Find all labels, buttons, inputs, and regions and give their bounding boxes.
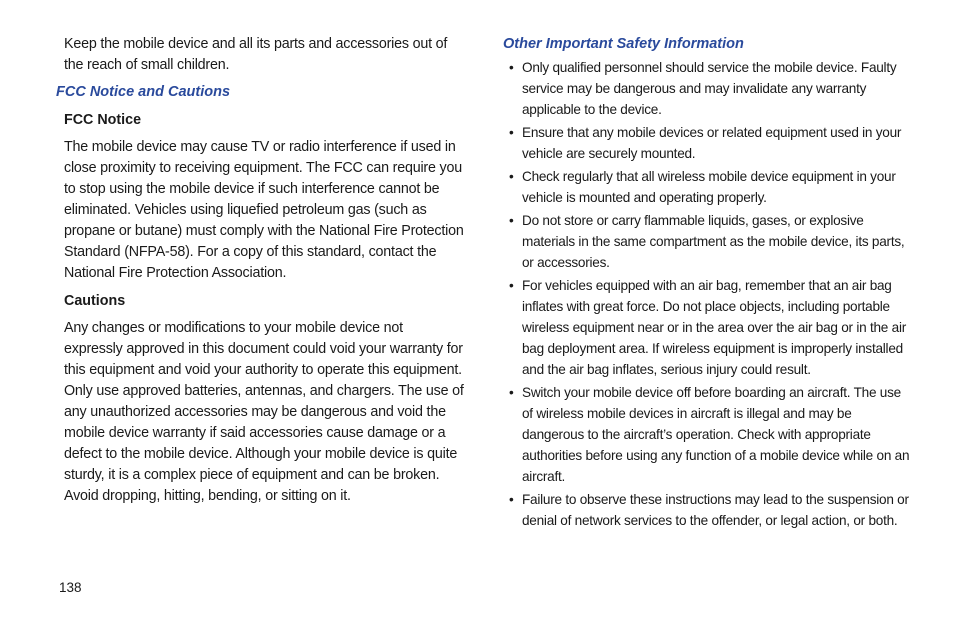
page-number: 138 [59,580,82,595]
bullet-text: For vehicles equipped with an air bag, remember that an air bag inflates with great force. Do not place objects, including portable wireless equipment near or in the area over the air bag or in the air bag deployment area. If wireless equipment is improperly installed and the air bag inflates, serious injury could result. [522,278,906,377]
safety-bullet-item [503,382,913,487]
safety-bullet-item [503,122,913,164]
bullet-marker: • [509,125,514,140]
bullet-marker: • [509,60,514,75]
safety-bullet-item [503,489,913,531]
bullet-text: Do not store or carry flammable liquids, gases, or explosive materials in the same compartment as the mobile device, its parts, or accessories. [522,213,905,270]
section-title-fcc: FCC Notice and Cautions [56,84,231,100]
safety-bullet-item [503,210,913,273]
bullet-marker: • [509,278,514,293]
bullet-text: Switch your mobile device off before boarding an aircraft. The use of wireless mobile devices in aircraft is illegal and may be dangerous to the aircraft’s operation. Check with appropriate authorities before using any function of a mobile device while on an aircraft. [522,385,910,484]
cautions-heading: Cautions [64,293,126,309]
safety-bullet-item [503,166,913,208]
bullet-text: Ensure that any mobile devices or related equipment used in your vehicle are securely mounted. [522,125,902,161]
section-title-safety: Other Important Safety Information [503,36,744,52]
cautions-paragraph: Any changes or modifications to your mobile device not expressly approved in this document could void your warranty for this equipment and void your authority to operate this equipment. Only use approved batteries, antennas, and chargers. The use of any unauthorized accessories may be dangerous and void the mobile device warranty if said accessories cause damage or a defect to the mobile device. Although your mobile device is quite sturdy, it is a complex piece of equipment and can be broken. Avoid dropping, hitting, bending, or sitting on it. [64,320,464,504]
bullet-marker: • [509,213,514,228]
bullet-marker: • [509,169,514,184]
safety-bullet-list [503,57,913,531]
fcc-notice-heading: FCC Notice [64,112,142,128]
right-column [503,34,913,533]
left-column [56,34,464,507]
bullet-text: Check regularly that all wireless mobile device equipment in your vehicle is mounted and operating properly. [522,169,896,205]
safety-bullet-item [503,275,913,380]
bullet-text: Failure to observe these instructions may lead to the suspension or denial of network services to the offender, or legal action, or both. [522,492,909,528]
safety-bullet-item [503,57,913,120]
bullet-marker: • [509,492,514,507]
bullet-marker: • [509,385,514,400]
bullet-text: Only qualified personnel should service the mobile device. Faulty service may be dangerous and may invalidate any warranty applicable to the device. [522,60,897,117]
fcc-notice-paragraph: The mobile device may cause TV or radio interference if used in close proximity to receiving equipment. The FCC can require you to stop using the mobile device if such interference cannot be eliminated. Vehicles using liquefied petroleum gas (such as propane or butane) must comply with the National Fire Protection Standard (NFPA-58). For a copy of this standard, contact the National Fire Protection Association. [64,139,464,281]
intro-paragraph: Keep the mobile device and all its parts and accessories out of the reach of small children. [64,36,448,73]
